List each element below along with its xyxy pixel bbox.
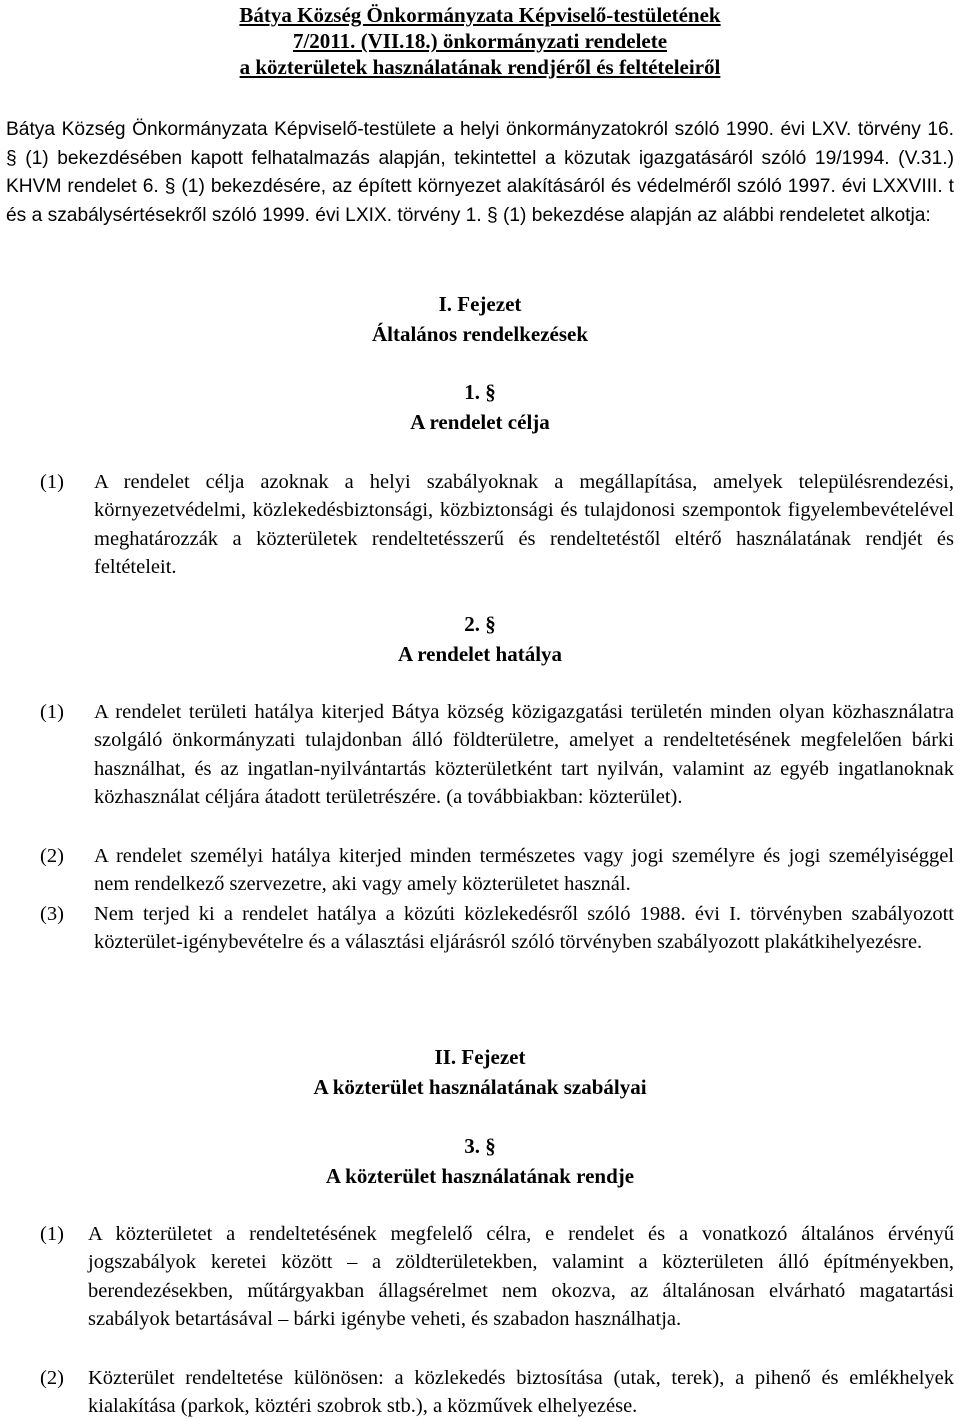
paragraph-number: (3) [40, 903, 64, 925]
section-2-title: A rendelet hatálya [397, 642, 563, 666]
paragraph-text: A rendelet célja azoknak a helyi szabályoknak a megállapítása, amelyek településrendezési, környezetvédelmi, közlekedésbiztonsági, közbiztonsági és tulajdonosi szempontok figyelembevételével meghatározzák a közterületek rendeltetésszerű és rendeltetéstől eltérő használatának rendjét és feltételeit. [94, 471, 954, 578]
paragraph-text: Közterület rendeltetése különösen: a közlekedés biztosítása (utak, terek), a pihenő és emlékhelyek kialakítása (parkok, köztéri szobrok stb.), a közművek elhelyezése. [88, 1367, 954, 1418]
chapter-2-title: A közterület használatának szabályai [313, 1075, 647, 1099]
paragraph-number: (1) [40, 471, 64, 493]
paragraph-number: (1) [40, 1223, 64, 1245]
paragraph-text: A közterületet a rendeltetésének megfelelő célra, e rendelet és a vonatkozó általános érvényű jogszabályok keretei között – a zöldterületekben, valamint a közterületen álló építményekben, berendezésekben, műtárgyakban állagsérelmet nem okozva, az általánosan elvárható magatartási szabályok betartásával – bárki igénybe veheti, és szabadon használhatja. [88, 1223, 954, 1330]
paragraph-text: Nem terjed ki a rendelet hatálya a közúti közlekedésről szóló 1988. évi I. törvényben szabályozott közterület-igénybevételre és a választási eljárásról szóló törvényben szabályozott plakátkihelyezésre. [94, 903, 954, 954]
chapter-1-title: Általános rendelkezések [371, 322, 589, 346]
title-line-3: a közterületek használatának rendjéről és feltételeiről [239, 55, 721, 79]
paragraph-number: (1) [40, 701, 64, 723]
title-line-2: 7/2011. (VII.18.) önkormányzati rendelete [292, 29, 668, 53]
chapter-2-number: II. Fejezet [434, 1045, 526, 1069]
chapter-1-number: I. Fejezet [438, 292, 522, 316]
preamble: Bátya Község Önkormányzata Képviselő-testülete a helyi önkormányzatokról szóló 1990. évi LXV. törvény 16. § (1) bekezdésében kapott felhatalmazás alapján, tekintettel a közutak igazgatásáról szóló 19/1994. (V.31.) KHVM rendelet 6. § (1) bekezdésére, az épített környezet alakításáról és védelméről szóló 1997. évi LXXVIII. t és a szabálysértésekről szóló 1999. évi LXIX. törvény 1. § (1) bekezdése alapján az alábbi rendeletet alkotja: [6, 119, 954, 226]
paragraph-text: A rendelet területi hatálya kiterjed Bátya község közigazgatási területén minden olyan közhasználatra szolgáló önkormányzati tulajdonban álló földterületre, amelyet a rendeltetésének megfelelően bárki használhat, és az ingatlan-nyilvántartás közterületként tart nyilván, valamint az egyéb ingatlanoknak közhasználat céljára átadott területrészére. (a továbbiakban: közterület). [94, 701, 954, 808]
section-1-number: 1. § [464, 380, 496, 404]
document-title [0, 2, 960, 80]
title-line-1: Bátya Község Önkormányzata Képviselő-testületének [239, 3, 721, 27]
section-3-number: 3. § [464, 1134, 496, 1158]
paragraph-number: (2) [40, 1367, 64, 1389]
section-2-number: 2. § [464, 612, 496, 636]
paragraph-number: (2) [40, 845, 64, 867]
paragraph-text: A rendelet személyi hatálya kiterjed minden természetes vagy jogi személyre és jogi személyiséggel nem rendelkező szervezetre, aki vagy amely közterületet használ. [94, 845, 954, 896]
section-3-title: A közterület használatának rendje [325, 1164, 635, 1188]
section-1-title: A rendelet célja [410, 410, 550, 434]
